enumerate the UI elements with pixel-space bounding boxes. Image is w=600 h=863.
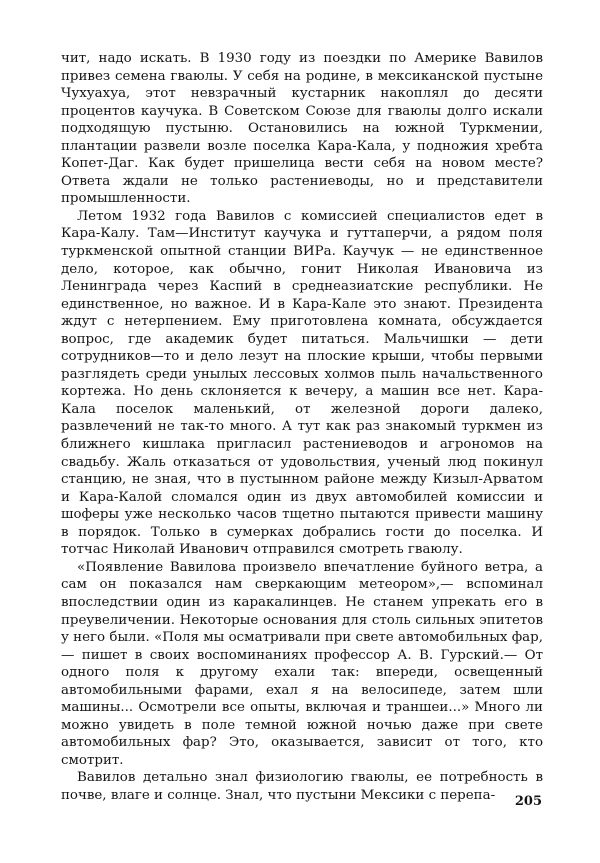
paragraph-1: чит, надо искать. В 1930 году из поездки по Америке Вавилов привез семена гваюлы. У себя на родине, в мексиканской пустыне Чухуахуа, этот невзрачный кустарник накоплял до десяти процентов каучука. В Советском Союзе для гваюлы долго искали подходящую пустыню. Остановились на южной Туркмении, плантации развели возле поселка Кара-Кала, у подножия хребта Копет-Даг. Как будет пришелица вести себя на новом месте? Ответа ждали не только растениеводы, но и представители промышленности. [61, 51, 543, 207]
paragraph-4: Вавилов детально знал физиологию гваюлы, ее потребность в почве, влаге и солнце. Знал, что пустыни Мексики с перепа- [61, 770, 543, 803]
paragraph-2: Летом 1932 года Вавилов с комиссией специалистов едет в Кара-Калу. Там—Институт каучука и гуттаперчи, а рядом поля туркменской опытной станции ВИРа. Каучук — не единственное дело, которое, как обычно, гонит Николая Ивановича из Ленинграда через Каспий в среднеазиатские республики. Не единственное, но важное. И в Кара-Кале это знают. Президента ждут с нетерпением. Ему приготовлена комната, обсуждается вопрос, где академик будет питаться. Мальчишки — дети сотрудников—то и дело лезут на плоские крыши, чтобы первыми разглядеть среди унылых лессовых холмов пыль начальственного кортежа. Но день склоняется к вечеру, а машин все нет. Кара-Кала поселок маленький, от железной дороги далеко, развлечений не так-то много. А тут как раз знакомый туркмен из ближнего кишлака пригласил растениеводов и агрономов на свадьбу. Жаль отказаться от удовольствия, ученый люд покинул станцию, не зная, что в пустынном районе между Кизыл-Арватом и Кара-Калой сломался один из двух автомобилей комиссии и шоферы уже несколько часов тщетно пытаются привести машину в порядок. Только в сумерках добрались гости до поселка. И тотчас Николай Иванович отправился смотреть гваюлу. [61, 208, 543, 558]
paragraph-3: «Появление Вавилова произвело впечатление буйного ветра, а сам он показался нам сверкающим метеором»,— вспоминал впоследствии один из каракалинцев. Не станем упрекать его в преувеличении. Некоторые основания для столь сильных эпитетов у него были. «Поля мы осматривали при свете автомобильных фар,— пишет в своих воспоминаниях профессор А. В. Гурский.— От одного поля к другому ехали так: впереди, освещенный автомобильными фарами, ехал я на велосипеде, затем шли машины... Осмотрели все опыты, включая и траншеи...» Много ли можно увидеть в поле темной южной ночью даже при свете автомобильных фар? Это, оказывается, зависит от того, кто смотрит. [61, 559, 543, 768]
page-body [61, 50, 543, 805]
page-number: 205 [514, 794, 542, 809]
